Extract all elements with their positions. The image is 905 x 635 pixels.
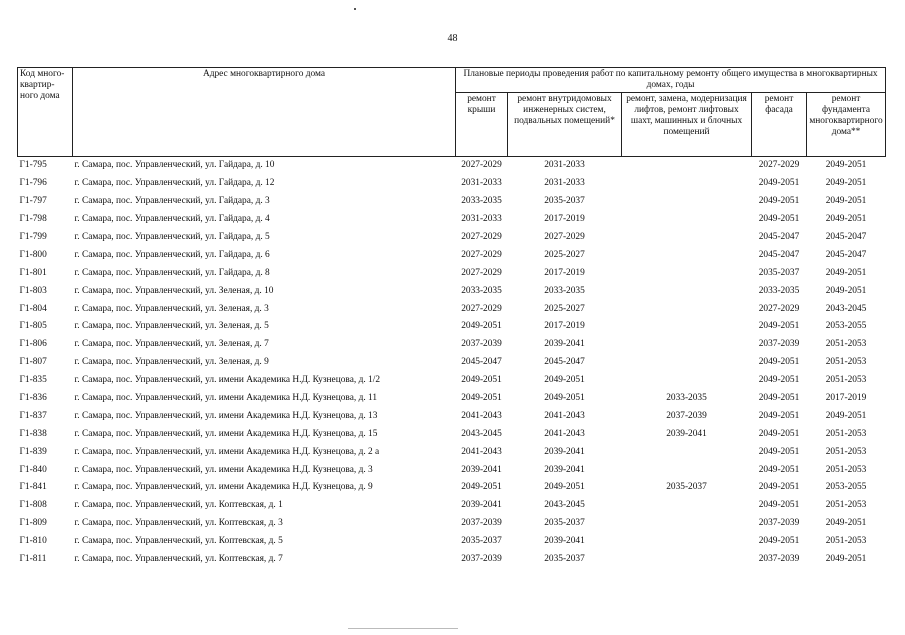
table-row bbox=[18, 354, 886, 372]
facade-period: 2037-2039 bbox=[758, 518, 800, 529]
foundation-period: 2049-2051 bbox=[825, 160, 867, 171]
systems-period: 2039-2041 bbox=[544, 446, 585, 457]
house-code: Г1-836 bbox=[19, 393, 47, 404]
facade-period: 2049-2051 bbox=[758, 428, 800, 439]
table-row bbox=[18, 461, 886, 479]
table-row bbox=[18, 533, 886, 551]
table-row bbox=[18, 551, 886, 569]
foundation-period: 2051-2053 bbox=[825, 536, 867, 547]
lifts-period bbox=[622, 175, 752, 193]
house-code: Г1-800 bbox=[19, 249, 47, 260]
systems-period: 2035-2037 bbox=[544, 518, 585, 529]
foundation-period: 2043-2045 bbox=[825, 303, 867, 314]
foundation-period: 2053-2055 bbox=[825, 482, 867, 493]
header-periods: Плановые периоды проведения работ по капитальному ремонту общего имущества в многоквартирных домах, годы bbox=[456, 68, 886, 93]
house-address: г. Самара, пос. Управленческий, ул. Зеленая, д. 9 bbox=[74, 357, 269, 368]
systems-period: 2035-2037 bbox=[544, 196, 585, 207]
table-row bbox=[18, 282, 886, 300]
foundation-period: 2051-2053 bbox=[825, 357, 867, 368]
house-code: Г1-808 bbox=[19, 500, 47, 511]
table-row bbox=[18, 318, 886, 336]
facade-period: 2049-2051 bbox=[758, 446, 800, 457]
systems-period: 2025-2027 bbox=[544, 303, 585, 314]
foundation-period: 2051-2053 bbox=[825, 339, 867, 350]
foundation-period: 2045-2047 bbox=[825, 249, 867, 260]
systems-period: 2045-2047 bbox=[544, 357, 585, 368]
roof-period: 2027-2029 bbox=[461, 267, 502, 278]
house-address: г. Самара, пос. Управленческий, ул. Гайдара, д. 12 bbox=[74, 178, 275, 189]
house-address: г. Самара, пос. Управленческий, ул. имени Академика Н.Д. Кузнецова, д. 11 bbox=[74, 393, 378, 404]
systems-period: 2039-2041 bbox=[544, 339, 585, 350]
facade-period: 2049-2051 bbox=[758, 321, 800, 332]
scan-speck bbox=[354, 8, 356, 10]
scan-edge-line bbox=[348, 628, 458, 629]
facade-period: 2049-2051 bbox=[758, 500, 800, 511]
house-address: г. Самара, пос. Управленческий, ул. Коптевская, д. 7 bbox=[74, 554, 283, 565]
roof-period: 2037-2039 bbox=[461, 339, 502, 350]
roof-period: 2039-2041 bbox=[461, 500, 502, 511]
header-lifts: ремонт, замена, модернизация лифтов, ремонт лифтовых шахт, машинных и блочных помещений bbox=[622, 93, 752, 157]
foundation-period: 2049-2051 bbox=[825, 554, 867, 565]
house-code: Г1-841 bbox=[19, 482, 47, 493]
table-row bbox=[18, 336, 886, 354]
lifts-period bbox=[622, 336, 752, 354]
table-row bbox=[18, 390, 886, 408]
house-address: г. Самара, пос. Управленческий, ул. имени Академика Н.Д. Кузнецова, д. 15 bbox=[74, 428, 378, 439]
house-address: г. Самара, пос. Управленческий, ул. Зеленая, д. 10 bbox=[74, 285, 274, 296]
house-code: Г1-809 bbox=[19, 518, 47, 529]
systems-period: 2017-2019 bbox=[544, 267, 585, 278]
roof-period: 2049-2051 bbox=[461, 375, 502, 386]
house-code: Г1-838 bbox=[19, 428, 47, 439]
facade-period: 2049-2051 bbox=[758, 393, 800, 404]
lifts-period bbox=[622, 497, 752, 515]
house-address: г. Самара, пос. Управленческий, ул. Коптевская, д. 1 bbox=[74, 500, 283, 511]
lifts-period bbox=[622, 300, 752, 318]
table-row bbox=[18, 157, 886, 175]
house-code: Г1-839 bbox=[19, 446, 47, 457]
systems-period: 2049-2051 bbox=[544, 375, 585, 386]
lifts-period bbox=[622, 318, 752, 336]
foundation-period: 2049-2051 bbox=[825, 196, 867, 207]
house-address: г. Самара, пос. Управленческий, ул. имени Академика Н.Д. Кузнецова, д. 1/2 bbox=[74, 375, 381, 386]
systems-period: 2041-2043 bbox=[544, 428, 585, 439]
facade-period: 2037-2039 bbox=[758, 339, 800, 350]
roof-period: 2043-2045 bbox=[461, 428, 502, 439]
foundation-period: 2051-2053 bbox=[825, 428, 867, 439]
roof-period: 2031-2033 bbox=[461, 178, 502, 189]
lifts-period bbox=[622, 354, 752, 372]
lifts-period: 2035-2037 bbox=[666, 482, 707, 493]
facade-period: 2045-2047 bbox=[758, 249, 800, 260]
lifts-period bbox=[622, 372, 752, 390]
house-address: г. Самара, пос. Управленческий, ул. Гайдара, д. 4 bbox=[74, 214, 270, 225]
table-row bbox=[18, 193, 886, 211]
house-code: Г1-837 bbox=[19, 410, 47, 421]
table-row bbox=[18, 264, 886, 282]
foundation-period: 2051-2053 bbox=[825, 500, 867, 511]
facade-period: 2049-2051 bbox=[758, 214, 800, 225]
roof-period: 2027-2029 bbox=[461, 232, 502, 242]
roof-period: 2033-2035 bbox=[461, 196, 502, 207]
systems-period: 2017-2019 bbox=[544, 321, 585, 332]
foundation-period: 2049-2051 bbox=[825, 285, 867, 296]
lifts-period bbox=[622, 211, 752, 229]
lifts-period bbox=[622, 461, 752, 479]
facade-period: 2037-2039 bbox=[758, 554, 800, 565]
table-row bbox=[18, 229, 886, 247]
facade-period: 2027-2029 bbox=[758, 160, 800, 171]
house-code: Г1-811 bbox=[19, 554, 47, 565]
facade-period: 2049-2051 bbox=[758, 482, 800, 493]
table-row bbox=[18, 515, 886, 533]
house-code: Г1-810 bbox=[19, 536, 47, 547]
table-row bbox=[18, 372, 886, 390]
lifts-period: 2039-2041 bbox=[666, 428, 707, 439]
facade-period: 2049-2051 bbox=[758, 178, 800, 189]
lifts-period bbox=[622, 551, 752, 569]
lifts-period bbox=[622, 533, 752, 551]
foundation-period: 2049-2051 bbox=[825, 518, 867, 529]
roof-period: 2033-2035 bbox=[461, 285, 502, 296]
house-address: г. Самара, пос. Управленческий, ул. Гайдара, д. 8 bbox=[74, 267, 270, 278]
systems-period: 2041-2043 bbox=[544, 410, 585, 421]
house-address: г. Самара, пос. Управленческий, ул. Гайдара, д. 6 bbox=[74, 249, 270, 260]
roof-period: 2045-2047 bbox=[461, 357, 502, 368]
facade-period: 2049-2051 bbox=[758, 357, 800, 368]
house-address: г. Самара, пос. Управленческий, ул. Гайдара, д. 10 bbox=[74, 160, 275, 171]
house-code: Г1-804 bbox=[19, 303, 47, 314]
systems-period: 2035-2037 bbox=[544, 554, 585, 565]
house-code: Г1-835 bbox=[19, 375, 47, 386]
lifts-period bbox=[622, 282, 752, 300]
foundation-period: 2049-2051 bbox=[825, 214, 867, 225]
house-address: г. Самара, пос. Управленческий, ул. имени Академика Н.Д. Кузнецова, д. 2 а bbox=[74, 446, 380, 457]
house-address: г. Самара, пос. Управленческий, ул. Коптевская, д. 5 bbox=[74, 536, 283, 547]
house-code: Г1-805 bbox=[19, 321, 47, 332]
facade-period: 2035-2037 bbox=[758, 267, 800, 278]
house-address: г. Самара, пос. Управленческий, ул. Зеленая, д. 7 bbox=[74, 339, 269, 350]
table-row bbox=[18, 425, 886, 443]
table-row bbox=[18, 211, 886, 229]
house-address: г. Самара, пос. Управленческий, ул. Гайдара, д. 3 bbox=[74, 196, 270, 207]
house-code: Г1-796 bbox=[19, 178, 47, 189]
roof-period: 2035-2037 bbox=[461, 536, 502, 547]
foundation-period: 2053-2055 bbox=[825, 321, 867, 332]
systems-period: 2031-2033 bbox=[544, 160, 585, 171]
facade-period: 2027-2029 bbox=[758, 303, 800, 314]
header-facade: ремонт фасада bbox=[752, 93, 807, 157]
foundation-period: 2051-2053 bbox=[825, 464, 867, 475]
systems-period: 2049-2051 bbox=[544, 482, 585, 493]
table-row bbox=[18, 246, 886, 264]
facade-period: 2049-2051 bbox=[758, 196, 800, 207]
table-row bbox=[18, 497, 886, 515]
table-row bbox=[18, 175, 886, 193]
header-foundation: ремонт фундамента многоквартирного дома** bbox=[807, 93, 886, 157]
facade-period: 2049-2051 bbox=[758, 375, 800, 386]
facade-period: 2049-2051 bbox=[758, 410, 800, 421]
lifts-period bbox=[622, 443, 752, 461]
table-row bbox=[18, 443, 886, 461]
facade-period: 2049-2051 bbox=[758, 536, 800, 547]
systems-period: 2031-2033 bbox=[544, 178, 585, 189]
facade-period: 2033-2035 bbox=[758, 285, 800, 296]
systems-period: 2039-2041 bbox=[544, 536, 585, 547]
facade-period: 2045-2047 bbox=[758, 232, 800, 242]
foundation-period: 2045-2047 bbox=[825, 232, 867, 242]
roof-period: 2041-2043 bbox=[461, 446, 502, 457]
systems-period: 2027-2029 bbox=[544, 232, 585, 242]
house-code: Г1-799 bbox=[19, 232, 47, 242]
house-code: Г1-840 bbox=[19, 464, 47, 475]
foundation-period: 2051-2053 bbox=[825, 375, 867, 386]
foundation-period: 2049-2051 bbox=[825, 178, 867, 189]
facade-period: 2049-2051 bbox=[758, 464, 800, 475]
lifts-period bbox=[622, 193, 752, 211]
lifts-period bbox=[622, 157, 752, 175]
lifts-period: 2037-2039 bbox=[666, 410, 707, 421]
page-number: 48 bbox=[447, 33, 458, 44]
house-code: Г1-803 bbox=[19, 285, 47, 296]
header-systems: ремонт внутридомовых инженерных систем, подвальных помещений* bbox=[508, 93, 622, 157]
roof-period: 2027-2029 bbox=[461, 249, 502, 260]
systems-period: 2043-2045 bbox=[544, 500, 585, 511]
systems-period: 2039-2041 bbox=[544, 464, 585, 475]
systems-period: 2025-2027 bbox=[544, 249, 585, 260]
house-address: г. Самара, пос. Управленческий, ул. Зеленая, д. 3 bbox=[74, 303, 269, 314]
lifts-period bbox=[622, 229, 752, 247]
roof-period: 2037-2039 bbox=[461, 554, 502, 565]
house-address: г. Самара, пос. Управленческий, ул. имени Академика Н.Д. Кузнецова, д. 9 bbox=[74, 482, 373, 493]
house-code: Г1-806 bbox=[19, 339, 47, 350]
roof-period: 2037-2039 bbox=[461, 518, 502, 529]
roof-period: 2041-2043 bbox=[461, 410, 502, 421]
header-code: Код много-квартир-ного дома bbox=[18, 68, 73, 157]
foundation-period: 2017-2019 bbox=[825, 393, 867, 404]
house-address: г. Самара, пос. Управленческий, ул. Коптевская, д. 3 bbox=[74, 518, 283, 529]
systems-period: 2017-2019 bbox=[544, 214, 585, 225]
roof-period: 2031-2033 bbox=[461, 214, 502, 225]
roof-period: 2049-2051 bbox=[461, 393, 502, 404]
roof-period: 2027-2029 bbox=[461, 160, 502, 171]
house-code: Г1-801 bbox=[19, 267, 47, 278]
header-roof: ремонт крыши bbox=[456, 93, 508, 157]
house-code: Г1-798 bbox=[19, 214, 47, 225]
lifts-period: 2033-2035 bbox=[666, 393, 707, 404]
house-code: Г1-797 bbox=[19, 196, 47, 207]
lifts-period bbox=[622, 264, 752, 282]
systems-period: 2049-2051 bbox=[544, 393, 585, 404]
header-address: Адрес многоквартирного дома bbox=[73, 68, 456, 157]
table-body bbox=[18, 157, 886, 569]
table-row bbox=[18, 407, 886, 425]
foundation-period: 2049-2051 bbox=[825, 410, 867, 421]
table-row bbox=[18, 300, 886, 318]
lifts-period bbox=[622, 246, 752, 264]
foundation-period: 2049-2051 bbox=[825, 267, 867, 278]
house-address: г. Самара, пос. Управленческий, ул. Гайдара, д. 5 bbox=[74, 232, 270, 242]
house-code: Г1-795 bbox=[19, 160, 47, 171]
table-row bbox=[18, 479, 886, 497]
house-code: Г1-807 bbox=[19, 357, 47, 368]
roof-period: 2027-2029 bbox=[461, 303, 502, 314]
capital-repair-table bbox=[17, 67, 886, 568]
roof-period: 2039-2041 bbox=[461, 464, 502, 475]
systems-period: 2033-2035 bbox=[544, 285, 585, 296]
house-address: г. Самара, пос. Управленческий, ул. Зеленая, д. 5 bbox=[74, 321, 269, 332]
lifts-period bbox=[622, 515, 752, 533]
roof-period: 2049-2051 bbox=[461, 482, 502, 493]
house-address: г. Самара, пос. Управленческий, ул. имени Академика Н.Д. Кузнецова, д. 13 bbox=[74, 410, 378, 421]
house-address: г. Самара, пос. Управленческий, ул. имени Академика Н.Д. Кузнецова, д. 3 bbox=[74, 464, 373, 475]
foundation-period: 2051-2053 bbox=[825, 446, 867, 457]
roof-period: 2049-2051 bbox=[461, 321, 502, 332]
